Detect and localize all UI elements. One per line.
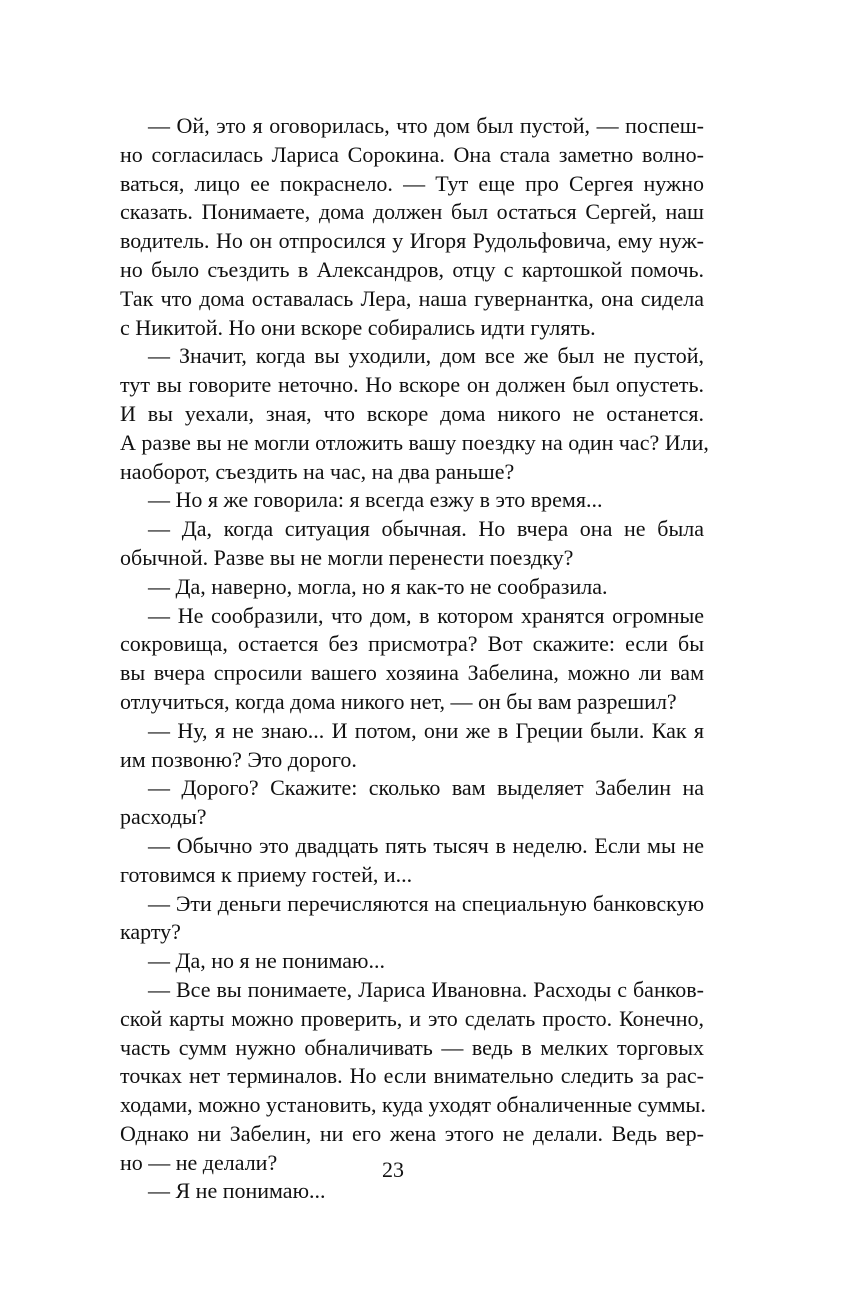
text-line: — Все вы понимаете, Лариса Ивановна. Расходы с банков-	[148, 976, 704, 1002]
text-line: Так что дома оставалась Лера, наша гувернантка, она сидела	[120, 285, 704, 311]
text-line: отлучиться, когда дома никого нет, — он бы вам разрешил?	[120, 688, 677, 714]
text-line: вы вчера спросили вашего хозяина Забелина, можно ли вам	[120, 660, 704, 686]
text-line: — Ой, это я оговорилась, что дом был пустой, — поспеш-	[148, 113, 704, 138]
paragraph	[120, 717, 704, 775]
paragraph	[120, 602, 704, 717]
text-line: — Дорого? Скажите: сколько вам выделяет Забелин на	[148, 775, 704, 801]
paragraph	[120, 573, 704, 602]
paragraph	[120, 342, 709, 486]
text-line: но было съездить в Александров, отцу с картошкой помочь.	[120, 256, 704, 282]
paragraph	[120, 976, 704, 1178]
text-line: обычной. Разве вы не могли перенести поездку?	[120, 544, 574, 570]
text-line: — Обычно это двадцать пять тысяч в неделю. Если мы не	[148, 832, 704, 858]
page-body-text	[120, 112, 709, 1206]
text-line: сказать. Понимаете, дома должен был остаться Сергей, наш	[120, 199, 704, 225]
text-line: тут вы говорите неточно. Но вскоре он должен был опустеть.	[120, 372, 704, 398]
text-line: ходами, можно установить, куда уходят обналиченные суммы.	[120, 1092, 706, 1118]
text-line: но согласилась Лариса Сорокина. Она стала заметно волно-	[120, 141, 704, 167]
text-line: — Ну, я не знаю... И потом, они же в Греции были. Как я	[148, 717, 704, 743]
text-line: — Я не понимаю...	[148, 1178, 326, 1204]
text-line: карту?	[120, 919, 181, 945]
text-line: — Эти деньги перечисляются на специальную банковскую	[148, 890, 704, 916]
text-line: водитель. Но он отпросился у Игоря Рудольфовича, ему нуж-	[120, 228, 704, 254]
paragraph	[120, 890, 704, 948]
paragraph	[120, 774, 704, 832]
text-line: готовимся к приему гостей, и...	[120, 861, 413, 887]
text-line: точках нет терминалов. Но если внимательно следить за рас-	[120, 1063, 704, 1089]
text-line: расходы?	[120, 804, 207, 830]
text-line: но — не делали?	[120, 1149, 278, 1175]
text-line: — Да, но я не понимаю...	[148, 948, 385, 974]
text-line: — Не сообразили, что дом, в котором хранятся огромные	[148, 602, 704, 628]
paragraph	[120, 486, 704, 515]
text-line: с Никитой. Но они вскоре собирались идти гулять.	[120, 314, 596, 340]
text-line: — Но я же говорила: я всегда езжу в это время...	[148, 487, 603, 513]
text-line: сокровища, остается без присмотра? Вот скажите: если бы	[120, 631, 704, 657]
paragraph	[120, 947, 704, 976]
text-line: И вы уехали, зная, что вскоре дома никого не останется.	[120, 400, 704, 426]
text-line: — Да, когда ситуация обычная. Но вчера она не была	[148, 516, 704, 542]
text-line: А разве вы не могли отложить вашу поездку на один час? Или,	[120, 429, 709, 455]
text-line: ской карты можно проверить, и это сделать просто. Конечно,	[120, 1005, 704, 1031]
text-line: часть сумм нужно обналичивать — ведь в мелких торговых	[120, 1034, 704, 1060]
text-line: — Значит, когда вы уходили, дом все же был не пустой,	[148, 343, 704, 369]
paragraph	[120, 832, 704, 890]
text-line: ваться, лицо ее покраснело. — Тут еще про Сергея нужно	[120, 170, 704, 196]
text-line: Однако ни Забелин, ни его жена этого не делали. Ведь вер-	[120, 1120, 704, 1146]
paragraph	[120, 112, 704, 342]
page-number: 23	[382, 1157, 404, 1182]
paragraph	[120, 515, 704, 573]
text-line: — Да, наверно, могла, но я как-то не сообразила.	[148, 573, 608, 599]
text-line: им позвоню? Это дорого.	[120, 746, 357, 772]
text-line: наоборот, съездить на час, на два раньше?	[120, 458, 515, 484]
